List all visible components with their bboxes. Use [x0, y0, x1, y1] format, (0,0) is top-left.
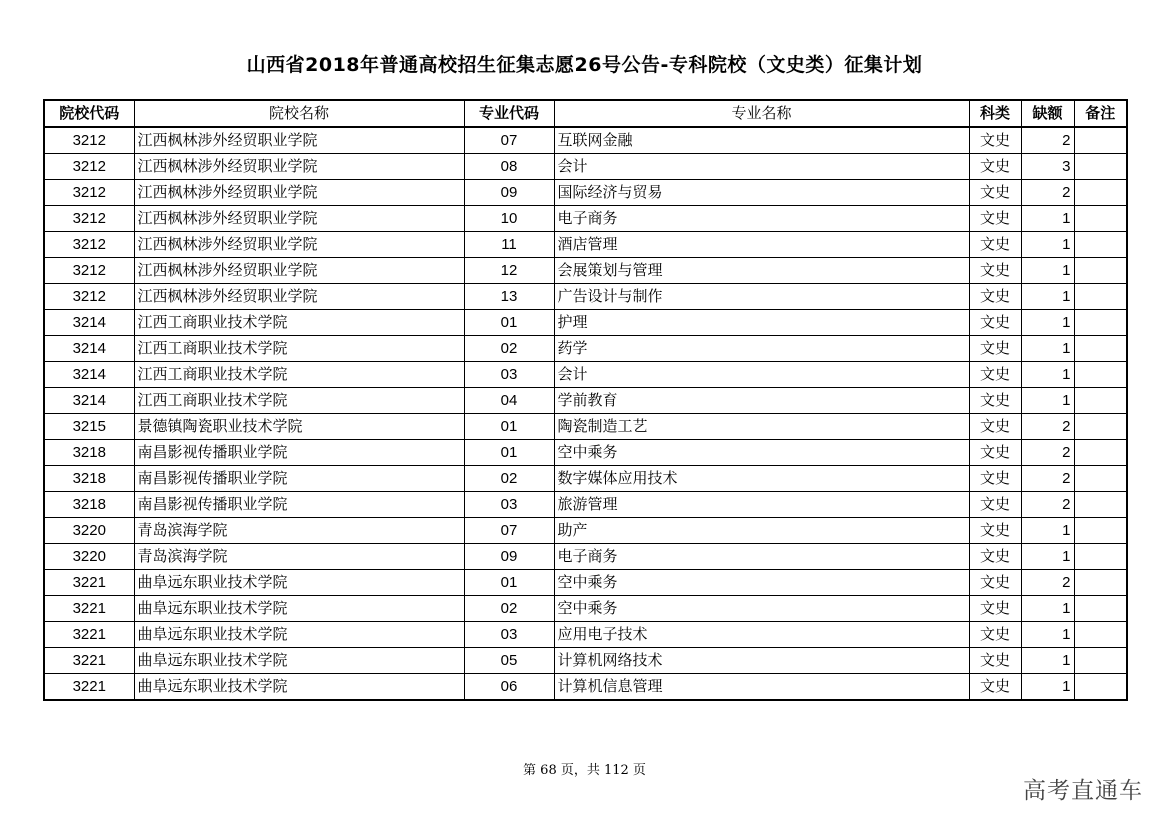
cell-remarks [1074, 414, 1127, 440]
cell-school-name: 南昌影视传播职业学院 [134, 440, 464, 466]
cell-school-name: 曲阜远东职业技术学院 [134, 674, 464, 701]
cell-remarks [1074, 284, 1127, 310]
cell-major-code: 01 [464, 440, 554, 466]
table-row [44, 336, 1127, 362]
cell-major-code: 13 [464, 284, 554, 310]
cell-major-code: 09 [464, 544, 554, 570]
cell-quota: 1 [1021, 648, 1074, 674]
cell-major-name: 酒店管理 [554, 232, 969, 258]
cell-remarks [1074, 648, 1127, 674]
cell-major-code: 03 [464, 492, 554, 518]
cell-school-code: 3221 [44, 570, 134, 596]
header-quota: 缺额 [1021, 100, 1074, 127]
cell-remarks [1074, 127, 1127, 154]
cell-quota: 1 [1021, 258, 1074, 284]
cell-major-name: 应用电子技术 [554, 622, 969, 648]
cell-quota: 2 [1021, 466, 1074, 492]
table-row [44, 596, 1127, 622]
cell-school-name: 江西枫林涉外经贸职业学院 [134, 154, 464, 180]
table-row [44, 154, 1127, 180]
cell-school-name: 景德镇陶瓷职业技术学院 [134, 414, 464, 440]
enrollment-plan-table [43, 99, 1128, 701]
cell-quota: 2 [1021, 180, 1074, 206]
cell-quota: 1 [1021, 206, 1074, 232]
cell-major-name: 会计 [554, 154, 969, 180]
cell-school-code: 3214 [44, 388, 134, 414]
cell-school-code: 3212 [44, 206, 134, 232]
table-row [44, 388, 1127, 414]
table-row [44, 414, 1127, 440]
cell-category: 文史 [969, 388, 1021, 414]
cell-school-code: 3214 [44, 310, 134, 336]
cell-school-name: 曲阜远东职业技术学院 [134, 622, 464, 648]
header-school-code: 院校代码 [44, 100, 134, 127]
cell-quota: 2 [1021, 570, 1074, 596]
cell-school-name: 江西枫林涉外经贸职业学院 [134, 284, 464, 310]
cell-category: 文史 [969, 284, 1021, 310]
cell-major-code: 07 [464, 127, 554, 154]
table-row [44, 674, 1127, 701]
cell-school-code: 3214 [44, 362, 134, 388]
cell-category: 文史 [969, 206, 1021, 232]
table-body [44, 127, 1127, 700]
cell-category: 文史 [969, 440, 1021, 466]
cell-quota: 1 [1021, 388, 1074, 414]
cell-quota: 2 [1021, 440, 1074, 466]
cell-major-name: 助产 [554, 518, 969, 544]
cell-category: 文史 [969, 648, 1021, 674]
cell-major-name: 电子商务 [554, 544, 969, 570]
table-row [44, 544, 1127, 570]
cell-school-name: 江西枫林涉外经贸职业学院 [134, 127, 464, 154]
table-row [44, 127, 1127, 154]
cell-major-name: 护理 [554, 310, 969, 336]
cell-quota: 2 [1021, 127, 1074, 154]
header-school-name: 院校名称 [134, 100, 464, 127]
cell-major-code: 04 [464, 388, 554, 414]
cell-category: 文史 [969, 258, 1021, 284]
cell-school-name: 青岛滨海学院 [134, 544, 464, 570]
cell-school-name: 曲阜远东职业技术学院 [134, 648, 464, 674]
header-major-name: 专业名称 [554, 100, 969, 127]
cell-category: 文史 [969, 414, 1021, 440]
cell-major-code: 12 [464, 258, 554, 284]
table-header-row [44, 100, 1127, 127]
cell-major-name: 旅游管理 [554, 492, 969, 518]
cell-quota: 2 [1021, 414, 1074, 440]
cell-major-name: 互联网金融 [554, 127, 969, 154]
cell-remarks [1074, 258, 1127, 284]
cell-school-name: 江西枫林涉外经贸职业学院 [134, 258, 464, 284]
cell-school-code: 3212 [44, 258, 134, 284]
cell-major-name: 国际经济与贸易 [554, 180, 969, 206]
cell-major-name: 陶瓷制造工艺 [554, 414, 969, 440]
cell-quota: 1 [1021, 284, 1074, 310]
header-remarks: 备注 [1074, 100, 1127, 127]
cell-category: 文史 [969, 544, 1021, 570]
cell-remarks [1074, 388, 1127, 414]
cell-remarks [1074, 154, 1127, 180]
cell-category: 文史 [969, 518, 1021, 544]
cell-remarks [1074, 518, 1127, 544]
cell-major-code: 02 [464, 596, 554, 622]
cell-major-code: 03 [464, 362, 554, 388]
table-row [44, 206, 1127, 232]
cell-school-name: 江西枫林涉外经贸职业学院 [134, 232, 464, 258]
cell-remarks [1074, 674, 1127, 701]
cell-category: 文史 [969, 492, 1021, 518]
cell-school-code: 3218 [44, 492, 134, 518]
cell-school-name: 青岛滨海学院 [134, 518, 464, 544]
cell-school-name: 江西工商职业技术学院 [134, 336, 464, 362]
cell-school-name: 江西枫林涉外经贸职业学院 [134, 206, 464, 232]
cell-school-name: 江西工商职业技术学院 [134, 362, 464, 388]
cell-remarks [1074, 440, 1127, 466]
cell-major-code: 01 [464, 414, 554, 440]
cell-category: 文史 [969, 674, 1021, 701]
cell-school-code: 3214 [44, 336, 134, 362]
cell-category: 文史 [969, 570, 1021, 596]
cell-major-name: 广告设计与制作 [554, 284, 969, 310]
cell-school-code: 3212 [44, 284, 134, 310]
cell-school-code: 3215 [44, 414, 134, 440]
table-row [44, 310, 1127, 336]
cell-school-name: 曲阜远东职业技术学院 [134, 570, 464, 596]
header-category: 科类 [969, 100, 1021, 127]
cell-major-code: 02 [464, 336, 554, 362]
page-title: 山西省2018年普通高校招生征集志愿26号公告-专科院校（文史类）征集计划 [246, 54, 923, 76]
cell-school-name: 江西工商职业技术学院 [134, 388, 464, 414]
cell-major-name: 药学 [554, 336, 969, 362]
page-footer: 第 68 页，共 112 页 [523, 763, 646, 778]
cell-quota: 1 [1021, 596, 1074, 622]
table-row [44, 180, 1127, 206]
table-row [44, 362, 1127, 388]
cell-quota: 2 [1021, 492, 1074, 518]
cell-remarks [1074, 596, 1127, 622]
cell-remarks [1074, 492, 1127, 518]
cell-school-code: 3221 [44, 648, 134, 674]
cell-major-name: 计算机信息管理 [554, 674, 969, 701]
cell-remarks [1074, 570, 1127, 596]
cell-remarks [1074, 622, 1127, 648]
cell-category: 文史 [969, 336, 1021, 362]
cell-school-code: 3221 [44, 596, 134, 622]
cell-major-code: 03 [464, 622, 554, 648]
cell-quota: 3 [1021, 154, 1074, 180]
cell-school-code: 3220 [44, 544, 134, 570]
cell-quota: 1 [1021, 622, 1074, 648]
cell-school-name: 南昌影视传播职业学院 [134, 492, 464, 518]
cell-quota: 1 [1021, 674, 1074, 701]
cell-major-code: 02 [464, 466, 554, 492]
cell-major-name: 计算机网络技术 [554, 648, 969, 674]
cell-school-code: 3212 [44, 127, 134, 154]
cell-major-code: 06 [464, 674, 554, 701]
cell-remarks [1074, 544, 1127, 570]
cell-remarks [1074, 466, 1127, 492]
cell-major-code: 08 [464, 154, 554, 180]
cell-major-code: 10 [464, 206, 554, 232]
cell-category: 文史 [969, 622, 1021, 648]
cell-major-code: 11 [464, 232, 554, 258]
cell-school-code: 3212 [44, 232, 134, 258]
cell-quota: 1 [1021, 232, 1074, 258]
cell-school-name: 江西工商职业技术学院 [134, 310, 464, 336]
cell-category: 文史 [969, 596, 1021, 622]
cell-remarks [1074, 310, 1127, 336]
cell-school-code: 3212 [44, 154, 134, 180]
table-row [44, 492, 1127, 518]
cell-category: 文史 [969, 180, 1021, 206]
table-row [44, 518, 1127, 544]
watermark-logo: 高考直通车 [1023, 778, 1143, 804]
cell-remarks [1074, 336, 1127, 362]
cell-quota: 1 [1021, 336, 1074, 362]
cell-school-name: 曲阜远东职业技术学院 [134, 596, 464, 622]
cell-school-name: 南昌影视传播职业学院 [134, 466, 464, 492]
cell-major-name: 数字媒体应用技术 [554, 466, 969, 492]
cell-major-name: 学前教育 [554, 388, 969, 414]
cell-school-code: 3212 [44, 180, 134, 206]
cell-category: 文史 [969, 362, 1021, 388]
cell-quota: 1 [1021, 544, 1074, 570]
cell-quota: 1 [1021, 310, 1074, 336]
cell-remarks [1074, 362, 1127, 388]
cell-major-name: 会计 [554, 362, 969, 388]
table-row [44, 648, 1127, 674]
table-row [44, 570, 1127, 596]
cell-remarks [1074, 180, 1127, 206]
cell-school-code: 3221 [44, 622, 134, 648]
table-row [44, 622, 1127, 648]
cell-remarks [1074, 232, 1127, 258]
cell-major-code: 09 [464, 180, 554, 206]
cell-major-name: 空中乘务 [554, 570, 969, 596]
cell-school-code: 3220 [44, 518, 134, 544]
cell-school-code: 3218 [44, 440, 134, 466]
cell-school-code: 3221 [44, 674, 134, 701]
cell-school-name: 江西枫林涉外经贸职业学院 [134, 180, 464, 206]
cell-major-code: 07 [464, 518, 554, 544]
table-row [44, 466, 1127, 492]
cell-category: 文史 [969, 466, 1021, 492]
table-row [44, 258, 1127, 284]
header-major-code: 专业代码 [464, 100, 554, 127]
cell-major-name: 空中乘务 [554, 596, 969, 622]
cell-category: 文史 [969, 232, 1021, 258]
cell-major-code: 01 [464, 310, 554, 336]
cell-quota: 1 [1021, 362, 1074, 388]
cell-category: 文史 [969, 127, 1021, 154]
cell-major-name: 会展策划与管理 [554, 258, 969, 284]
cell-major-code: 01 [464, 570, 554, 596]
cell-school-code: 3218 [44, 466, 134, 492]
table-row [44, 440, 1127, 466]
cell-major-name: 电子商务 [554, 206, 969, 232]
cell-quota: 1 [1021, 518, 1074, 544]
cell-major-name: 空中乘务 [554, 440, 969, 466]
cell-major-code: 05 [464, 648, 554, 674]
table-row [44, 232, 1127, 258]
cell-category: 文史 [969, 310, 1021, 336]
cell-category: 文史 [969, 154, 1021, 180]
cell-remarks [1074, 206, 1127, 232]
table-row [44, 284, 1127, 310]
